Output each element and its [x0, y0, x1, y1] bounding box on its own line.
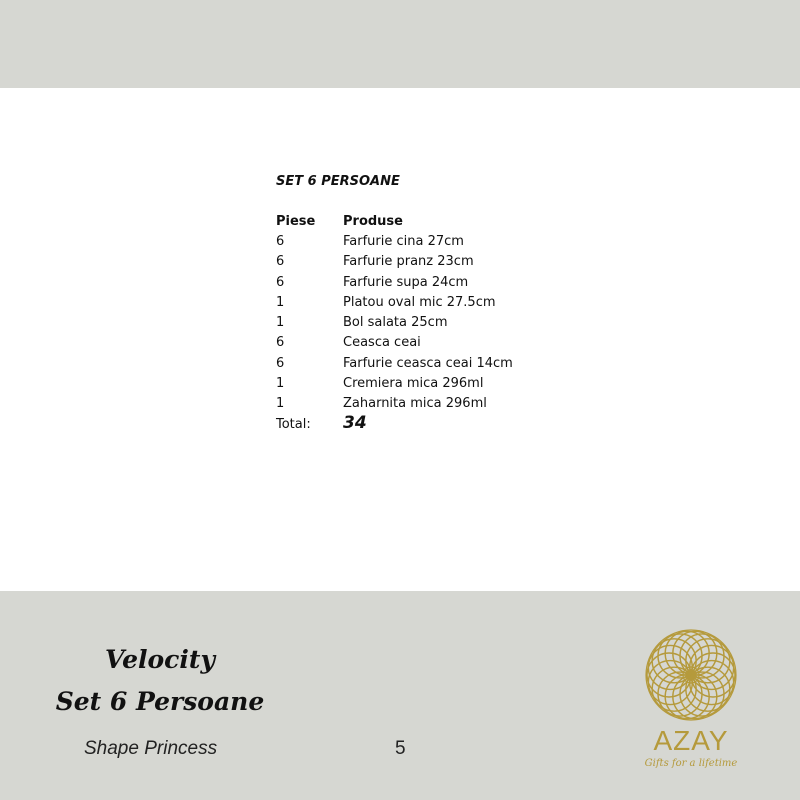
table-row	[276, 312, 513, 332]
footer-band	[0, 591, 800, 800]
table-row	[276, 373, 513, 393]
row-pieces: 6	[276, 233, 285, 249]
set-name: Set 6 Persoane	[55, 687, 265, 716]
document-title: SET 6 PERSOANE	[276, 174, 400, 189]
table-row	[276, 394, 513, 414]
total-label: Total:	[276, 417, 311, 432]
brand-name: AZAY	[653, 725, 729, 756]
items-table	[276, 211, 513, 414]
header-pieces: Piese	[276, 213, 316, 229]
row-pieces: 1	[276, 294, 285, 310]
row-product: Zaharnita mica 296ml	[343, 396, 487, 412]
total-row	[276, 413, 367, 433]
row-product: Farfurie ceasca ceai 14cm	[343, 355, 513, 371]
row-pieces: 6	[276, 274, 285, 290]
row-pieces: 1	[276, 315, 285, 331]
table-header-row	[276, 211, 513, 231]
row-pieces: 1	[276, 396, 285, 412]
row-product: Farfurie supa 24cm	[343, 274, 469, 290]
row-pieces: 6	[276, 254, 285, 270]
header-products: Produse	[343, 213, 403, 229]
table-row	[276, 231, 513, 251]
rosette-logo-icon	[636, 627, 746, 723]
document-panel	[0, 88, 800, 591]
table-row	[276, 353, 513, 373]
total-value: 34	[343, 413, 367, 433]
table-row	[276, 333, 513, 353]
page-number: 5	[395, 738, 406, 759]
row-product: Bol salata 25cm	[343, 315, 448, 331]
row-product: Platou oval mic 27.5cm	[343, 294, 496, 310]
row-product: Farfurie pranz 23cm	[343, 254, 474, 270]
brand-logo	[636, 627, 746, 777]
table-row	[276, 292, 513, 312]
shape-label: Shape Princess	[84, 738, 218, 759]
collection-name: Velocity	[105, 645, 215, 674]
row-product: Farfurie cina 27cm	[343, 233, 464, 249]
row-product: Ceasca ceai	[343, 335, 421, 351]
table-row	[276, 252, 513, 272]
row-pieces: 6	[276, 335, 285, 351]
row-product: Cremiera mica 296ml	[343, 376, 484, 392]
row-pieces: 6	[276, 355, 285, 371]
table-row	[276, 272, 513, 292]
row-pieces: 1	[276, 376, 285, 392]
brand-tagline: Gifts for a lifetime	[644, 758, 738, 769]
top-band	[0, 0, 800, 88]
